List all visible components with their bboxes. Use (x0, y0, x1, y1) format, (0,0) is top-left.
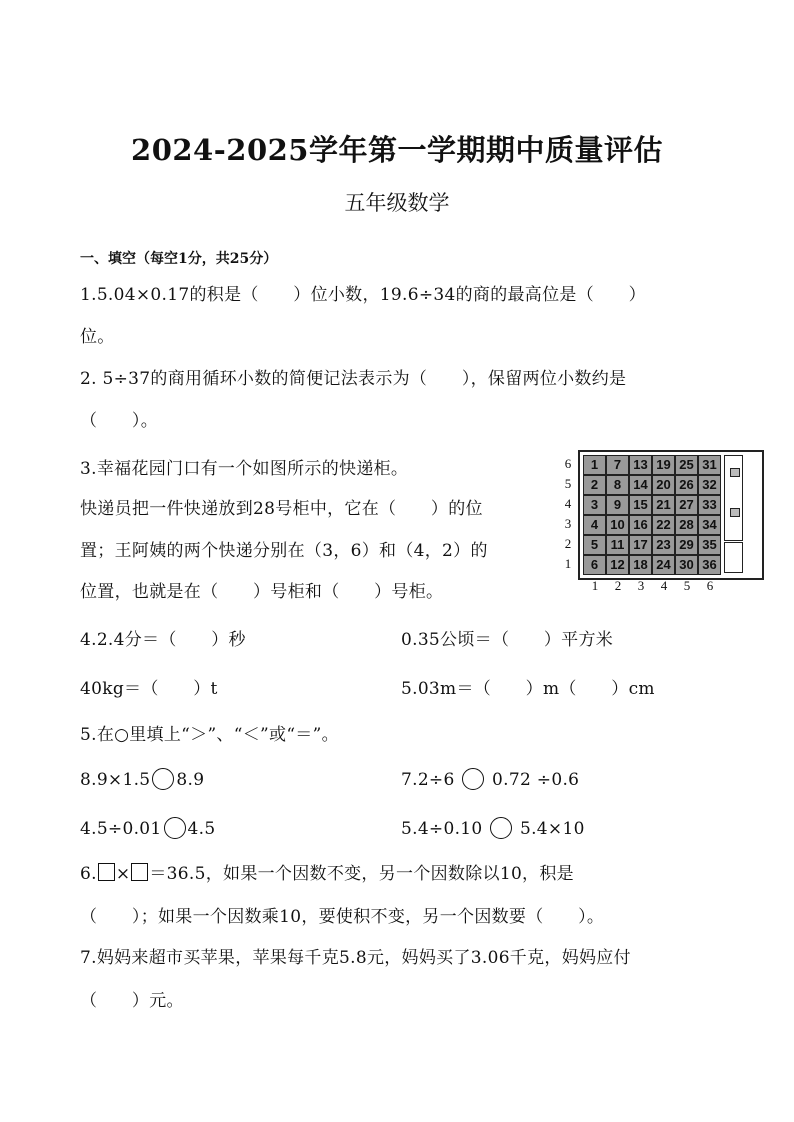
locker-cell: 33 (698, 495, 721, 515)
locker-cell: 5 (583, 535, 606, 555)
locker-cell: 17 (629, 535, 652, 555)
locker-cell: 36 (698, 555, 721, 575)
compare-circle (462, 768, 484, 790)
question-5-item-a (80, 768, 204, 790)
locker-cell: 1 (583, 455, 606, 475)
question-4-part-c: 40kg＝（ ）t (80, 679, 218, 699)
locker-row-label: 4 (564, 496, 572, 511)
question-4-part-d: 5.03m＝（ ）m（ ）cm (401, 679, 655, 699)
locker-column-label: 5 (683, 578, 691, 593)
locker-cell: 29 (675, 535, 698, 555)
question-6-text: ＝36.5，如果一个因数不变，另一个因数除以10，积是 (149, 864, 574, 884)
locker-cell: 27 (675, 495, 698, 515)
locker-cell: 31 (698, 455, 721, 475)
locker-cell: 13 (629, 455, 652, 475)
locker-side-panel-lower (724, 542, 743, 573)
question-2-line-2: （ ）。 (80, 411, 158, 431)
locker-cell: 2 (583, 475, 606, 495)
locker-cell: 25 (675, 455, 698, 475)
question-3-line-1: 3.幸福花园门口有一个如图所示的快递柜。 (80, 459, 409, 479)
locker-cell: 26 (675, 475, 698, 495)
locker-cell: 11 (606, 535, 629, 555)
expression-right: 5.4×10 (519, 819, 585, 839)
question-1-line-2: 位。 (80, 327, 115, 347)
question-5-item-b (401, 768, 579, 790)
locker-cell: 34 (698, 515, 721, 535)
question-6-line-1 (80, 859, 574, 884)
locker-cell: 21 (652, 495, 675, 515)
expression-right: 8.9 (176, 770, 205, 790)
locker-cell: 4 (583, 515, 606, 535)
locker-column-label: 3 (637, 578, 645, 593)
times-sign: × (115, 864, 131, 884)
locker-handle (730, 468, 740, 477)
locker-cell: 15 (629, 495, 652, 515)
question-7-line-2: （ ）元。 (80, 991, 184, 1011)
expression-right: 4.5 (187, 819, 216, 839)
locker-cell: 12 (606, 555, 629, 575)
locker-cell: 9 (606, 495, 629, 515)
locker-cell: 14 (629, 475, 652, 495)
page-title: 2024-2025学年第一学期期中质量评估 (131, 133, 663, 167)
locker-cell: 22 (652, 515, 675, 535)
expression-right: 0.72 ÷0.6 (492, 770, 580, 790)
locker-row-label: 1 (564, 556, 572, 571)
expression-left: 7.2÷6 (401, 770, 455, 790)
locker-cell: 10 (606, 515, 629, 535)
locker-cell: 7 (606, 455, 629, 475)
expression-left: 5.4÷0.10 (401, 819, 483, 839)
locker-cell: 8 (606, 475, 629, 495)
section-heading-fill-blank: 一、填空（每空1分，共25分） (80, 251, 278, 267)
expression-left: 4.5÷0.01 (80, 819, 162, 839)
question-number: 6. (80, 864, 97, 884)
compare-circle (152, 768, 174, 790)
question-2-line-1: 2. 5÷37的商用循环小数的简便记法表示为（ ），保留两位小数约是 (80, 369, 627, 389)
question-3-line-3: 置；王阿姨的两个快递分别在（3，6）和（4，2）的 (80, 541, 488, 561)
question-5-item-d (401, 817, 585, 839)
expression-left: 8.9×1.5 (80, 770, 151, 790)
locker-column-label: 1 (591, 578, 599, 593)
locker-handle (730, 508, 740, 517)
locker-cell: 16 (629, 515, 652, 535)
locker-column-label: 2 (614, 578, 622, 593)
locker-column-label: 4 (660, 578, 668, 593)
locker-cell: 3 (583, 495, 606, 515)
blank-box (131, 863, 148, 881)
locker-cell: 28 (675, 515, 698, 535)
locker-column-label: 6 (706, 578, 714, 593)
question-4-part-a: 4.2.4分＝（ ）秒 (80, 630, 246, 650)
question-3-line-2: 快递员把一件快递放到28号柜中，它在（ ）的位 (80, 499, 483, 519)
locker-cell: 20 (652, 475, 675, 495)
locker-cell: 30 (675, 555, 698, 575)
locker-row-label: 6 (564, 456, 572, 471)
locker-cell: 32 (698, 475, 721, 495)
locker-row-label: 5 (564, 476, 572, 491)
question-5-item-c (80, 817, 215, 839)
question-4-part-b: 0.35公顷＝（ ）平方米 (401, 630, 614, 650)
locker-cell: 18 (629, 555, 652, 575)
question-7-line-1: 7.妈妈来超市买苹果，苹果每千克5.8元，妈妈买了3.06千克，妈妈应付 (80, 948, 631, 968)
locker-side-panel-upper (724, 455, 743, 541)
question-3-line-4: 位置，也就是在（ ）号柜和（ ）号柜。 (80, 582, 444, 602)
locker-cell: 6 (583, 555, 606, 575)
compare-circle (490, 817, 512, 839)
blank-box (98, 863, 115, 881)
question-5-intro: 5.在○里填上“＞”、“＜”或“＝”。 (80, 725, 339, 745)
page-subtitle: 五年级数学 (344, 191, 450, 215)
locker-cell: 23 (652, 535, 675, 555)
locker-cell: 35 (698, 535, 721, 555)
locker-cell: 24 (652, 555, 675, 575)
question-1-line-1: 1.5.04×0.17的积是（ ）位小数，19.6÷34的商的最高位是（ ） (80, 285, 646, 305)
locker-row-label: 2 (564, 536, 572, 551)
locker-cell: 19 (652, 455, 675, 475)
compare-circle (164, 817, 186, 839)
question-6-line-2: （ ）；如果一个因数乘10，要使积不变，另一个因数要（ ）。 (80, 907, 605, 927)
locker-row-label: 3 (564, 516, 572, 531)
